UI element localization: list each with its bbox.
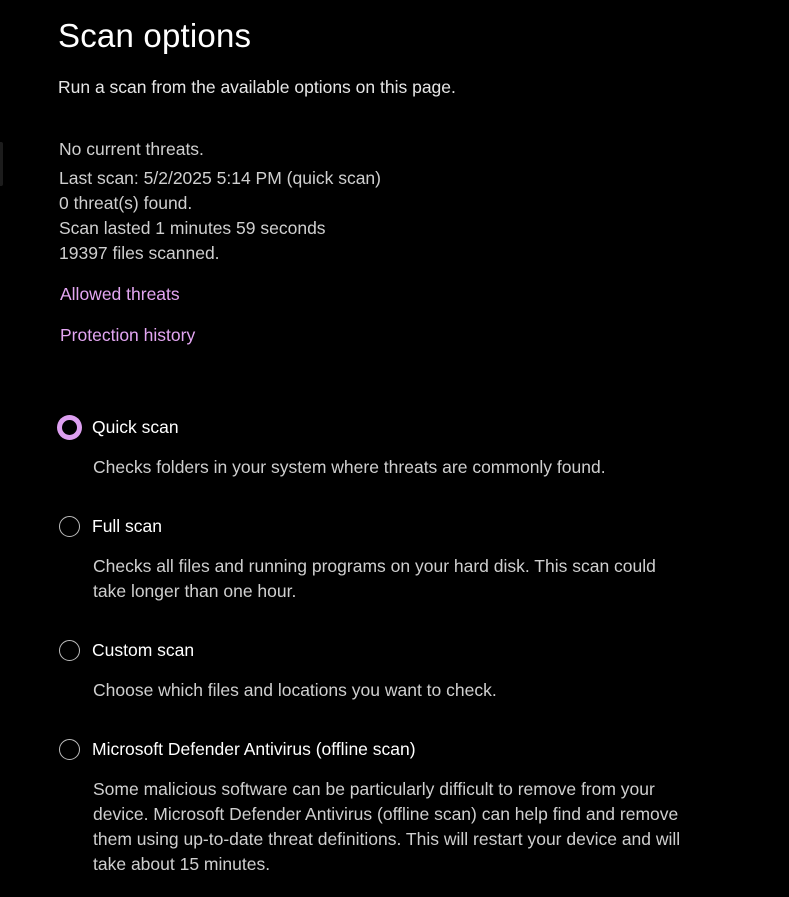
quick-scan-label: Quick scan bbox=[92, 416, 179, 437]
custom-scan-radio[interactable] bbox=[59, 640, 80, 661]
offline-scan-description: Some malicious software can be particularly difficult to remove from your device. Microsoft Defender Antivirus (offline scan) can help find and remove them using up-to-date threat definitions. This will restart your device and will take about 15 minutes. bbox=[93, 779, 681, 874]
files-scanned-text: 19397 files scanned. bbox=[59, 243, 220, 263]
offline-scan-label: Microsoft Defender Antivirus (offline scan) bbox=[92, 738, 416, 759]
current-threats-text: No current threats. bbox=[59, 139, 204, 159]
quick-scan-description: Checks folders in your system where threats are commonly found. bbox=[93, 457, 606, 477]
offline-scan-radio-row[interactable] bbox=[59, 736, 699, 762]
full-scan-radio-row[interactable] bbox=[59, 513, 699, 539]
scan-option-custom bbox=[59, 637, 699, 703]
full-scan-description: Checks all files and running programs on your hard disk. This scan could take longer than one hour. bbox=[93, 556, 656, 601]
threats-found-text: 0 threat(s) found. bbox=[59, 193, 193, 213]
scan-status bbox=[59, 137, 381, 266]
full-scan-label: Full scan bbox=[92, 515, 163, 536]
page-title: Scan options bbox=[58, 17, 252, 54]
scan-option-offline bbox=[59, 736, 699, 877]
custom-scan-description: Choose which files and locations you want to check. bbox=[93, 680, 497, 700]
offline-scan-radio[interactable] bbox=[59, 739, 80, 760]
window-edge-tab bbox=[0, 142, 3, 186]
scan-option-full bbox=[59, 513, 699, 604]
scan-duration-text: Scan lasted 1 minutes 59 seconds bbox=[59, 218, 326, 238]
quick-scan-radio[interactable] bbox=[57, 415, 82, 440]
scan-option-quick bbox=[59, 414, 699, 480]
allowed-threats-link[interactable]: Allowed threats bbox=[60, 284, 180, 304]
protection-history-link[interactable]: Protection history bbox=[60, 325, 196, 345]
custom-scan-label: Custom scan bbox=[92, 639, 195, 660]
quick-scan-radio-row[interactable] bbox=[59, 414, 699, 440]
page-subtitle: Run a scan from the available options on this page. bbox=[58, 77, 456, 97]
full-scan-radio[interactable] bbox=[59, 516, 80, 537]
custom-scan-radio-row[interactable] bbox=[59, 637, 699, 663]
last-scan-text: Last scan: 5/2/2025 5:14 PM (quick scan) bbox=[59, 168, 381, 188]
